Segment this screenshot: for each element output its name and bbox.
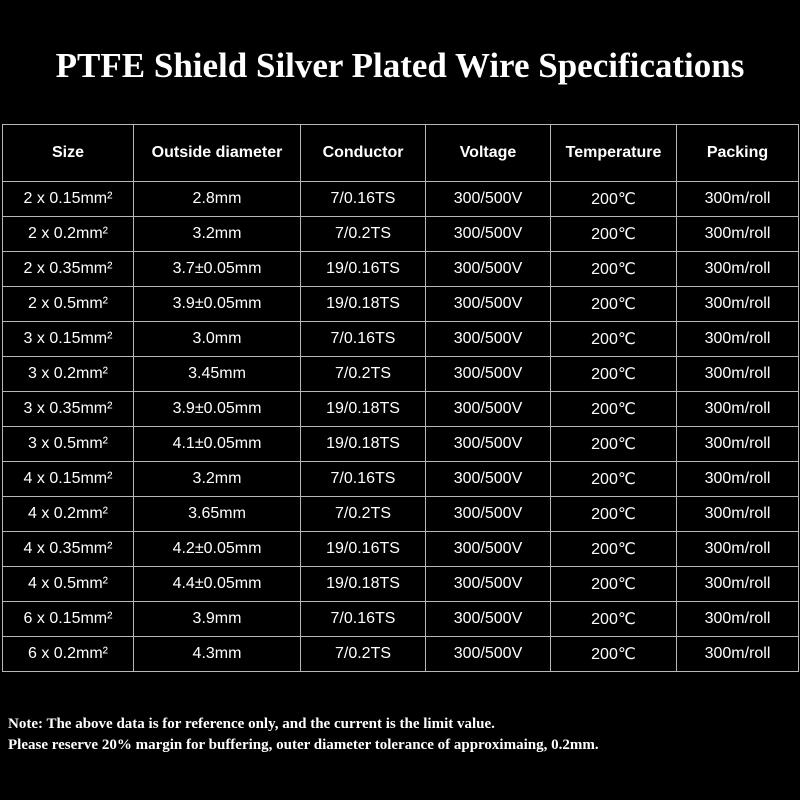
cell-temperature: 200℃ bbox=[551, 252, 677, 287]
cell-voltage: 300/500V bbox=[426, 392, 551, 427]
table-row bbox=[3, 602, 799, 637]
table-row bbox=[3, 322, 799, 357]
cell-voltage: 300/500V bbox=[426, 322, 551, 357]
cell-outside-diameter: 3.65mm bbox=[134, 497, 301, 532]
cell-outside-diameter: 3.7±0.05mm bbox=[134, 252, 301, 287]
table-row bbox=[3, 392, 799, 427]
cell-outside-diameter: 2.8mm bbox=[134, 182, 301, 217]
cell-temperature: 200℃ bbox=[551, 427, 677, 462]
cell-size: 4 x 0.35mm² bbox=[3, 532, 134, 567]
cell-size: 4 x 0.15mm² bbox=[3, 462, 134, 497]
cell-temperature: 200℃ bbox=[551, 217, 677, 252]
table-row bbox=[3, 357, 799, 392]
table-header-row bbox=[3, 125, 799, 182]
cell-conductor: 19/0.18TS bbox=[301, 427, 426, 462]
cell-packing: 300m/roll bbox=[677, 182, 799, 217]
cell-packing: 300m/roll bbox=[677, 532, 799, 567]
cell-size: 3 x 0.2mm² bbox=[3, 357, 134, 392]
cell-size: 2 x 0.15mm² bbox=[3, 182, 134, 217]
cell-voltage: 300/500V bbox=[426, 287, 551, 322]
table-row bbox=[3, 217, 799, 252]
cell-temperature: 200℃ bbox=[551, 637, 677, 672]
cell-temperature: 200℃ bbox=[551, 532, 677, 567]
cell-size: 6 x 0.2mm² bbox=[3, 637, 134, 672]
cell-size: 2 x 0.5mm² bbox=[3, 287, 134, 322]
cell-conductor: 19/0.16TS bbox=[301, 252, 426, 287]
cell-outside-diameter: 3.2mm bbox=[134, 462, 301, 497]
column-header-voltage: Voltage bbox=[426, 125, 551, 182]
cell-packing: 300m/roll bbox=[677, 287, 799, 322]
cell-conductor: 7/0.16TS bbox=[301, 462, 426, 497]
cell-temperature: 200℃ bbox=[551, 392, 677, 427]
footnote bbox=[8, 714, 792, 756]
column-header-outside-diameter: Outside diameter bbox=[134, 125, 301, 182]
cell-packing: 300m/roll bbox=[677, 602, 799, 637]
table-row bbox=[3, 637, 799, 672]
cell-packing: 300m/roll bbox=[677, 427, 799, 462]
column-header-packing: Packing bbox=[677, 125, 799, 182]
cell-packing: 300m/roll bbox=[677, 357, 799, 392]
table-row bbox=[3, 567, 799, 602]
cell-outside-diameter: 3.45mm bbox=[134, 357, 301, 392]
cell-outside-diameter: 3.9±0.05mm bbox=[134, 392, 301, 427]
cell-packing: 300m/roll bbox=[677, 252, 799, 287]
cell-outside-diameter: 4.3mm bbox=[134, 637, 301, 672]
cell-outside-diameter: 3.9±0.05mm bbox=[134, 287, 301, 322]
cell-voltage: 300/500V bbox=[426, 602, 551, 637]
cell-packing: 300m/roll bbox=[677, 497, 799, 532]
cell-outside-diameter: 4.2±0.05mm bbox=[134, 532, 301, 567]
cell-conductor: 7/0.16TS bbox=[301, 182, 426, 217]
cell-size: 4 x 0.5mm² bbox=[3, 567, 134, 602]
cell-conductor: 19/0.18TS bbox=[301, 567, 426, 602]
column-header-conductor: Conductor bbox=[301, 125, 426, 182]
table-row bbox=[3, 427, 799, 462]
cell-outside-diameter: 4.1±0.05mm bbox=[134, 427, 301, 462]
cell-conductor: 7/0.16TS bbox=[301, 322, 426, 357]
footnote-line-2: Please reserve 20% margin for buffering, outer diameter tolerance of approximaing, 0.2mm. bbox=[8, 737, 599, 753]
cell-temperature: 200℃ bbox=[551, 602, 677, 637]
column-header-size: Size bbox=[3, 125, 134, 182]
cell-voltage: 300/500V bbox=[426, 462, 551, 497]
cell-outside-diameter: 4.4±0.05mm bbox=[134, 567, 301, 602]
table-row bbox=[3, 287, 799, 322]
table-row bbox=[3, 182, 799, 217]
cell-size: 4 x 0.2mm² bbox=[3, 497, 134, 532]
cell-voltage: 300/500V bbox=[426, 427, 551, 462]
cell-temperature: 200℃ bbox=[551, 567, 677, 602]
table-row bbox=[3, 462, 799, 497]
cell-packing: 300m/roll bbox=[677, 217, 799, 252]
table-row bbox=[3, 252, 799, 287]
spec-table bbox=[2, 124, 799, 672]
cell-size: 2 x 0.2mm² bbox=[3, 217, 134, 252]
cell-temperature: 200℃ bbox=[551, 322, 677, 357]
table-row bbox=[3, 497, 799, 532]
cell-outside-diameter: 3.9mm bbox=[134, 602, 301, 637]
table-body bbox=[3, 182, 799, 672]
cell-conductor: 7/0.2TS bbox=[301, 357, 426, 392]
cell-packing: 300m/roll bbox=[677, 322, 799, 357]
table-row bbox=[3, 532, 799, 567]
column-header-temperature: Temperature bbox=[551, 125, 677, 182]
footnote-line-1: Note: The above data is for reference only, and the current is the limit value. bbox=[8, 716, 495, 732]
cell-temperature: 200℃ bbox=[551, 462, 677, 497]
cell-packing: 300m/roll bbox=[677, 637, 799, 672]
cell-conductor: 7/0.16TS bbox=[301, 602, 426, 637]
cell-voltage: 300/500V bbox=[426, 182, 551, 217]
cell-size: 6 x 0.15mm² bbox=[3, 602, 134, 637]
cell-outside-diameter: 3.0mm bbox=[134, 322, 301, 357]
cell-temperature: 200℃ bbox=[551, 357, 677, 392]
cell-conductor: 7/0.2TS bbox=[301, 497, 426, 532]
cell-packing: 300m/roll bbox=[677, 462, 799, 497]
cell-temperature: 200℃ bbox=[551, 287, 677, 322]
cell-conductor: 7/0.2TS bbox=[301, 637, 426, 672]
cell-voltage: 300/500V bbox=[426, 567, 551, 602]
cell-temperature: 200℃ bbox=[551, 497, 677, 532]
cell-packing: 300m/roll bbox=[677, 392, 799, 427]
cell-size: 3 x 0.15mm² bbox=[3, 322, 134, 357]
cell-voltage: 300/500V bbox=[426, 217, 551, 252]
cell-conductor: 7/0.2TS bbox=[301, 217, 426, 252]
cell-size: 3 x 0.35mm² bbox=[3, 392, 134, 427]
cell-temperature: 200℃ bbox=[551, 182, 677, 217]
page-title: PTFE Shield Silver Plated Wire Specifications bbox=[55, 46, 745, 85]
cell-outside-diameter: 3.2mm bbox=[134, 217, 301, 252]
cell-conductor: 19/0.18TS bbox=[301, 287, 426, 322]
cell-conductor: 19/0.18TS bbox=[301, 392, 426, 427]
cell-voltage: 300/500V bbox=[426, 532, 551, 567]
cell-conductor: 19/0.16TS bbox=[301, 532, 426, 567]
cell-size: 3 x 0.5mm² bbox=[3, 427, 134, 462]
cell-voltage: 300/500V bbox=[426, 497, 551, 532]
cell-size: 2 x 0.35mm² bbox=[3, 252, 134, 287]
cell-voltage: 300/500V bbox=[426, 252, 551, 287]
cell-packing: 300m/roll bbox=[677, 567, 799, 602]
cell-voltage: 300/500V bbox=[426, 357, 551, 392]
cell-voltage: 300/500V bbox=[426, 637, 551, 672]
